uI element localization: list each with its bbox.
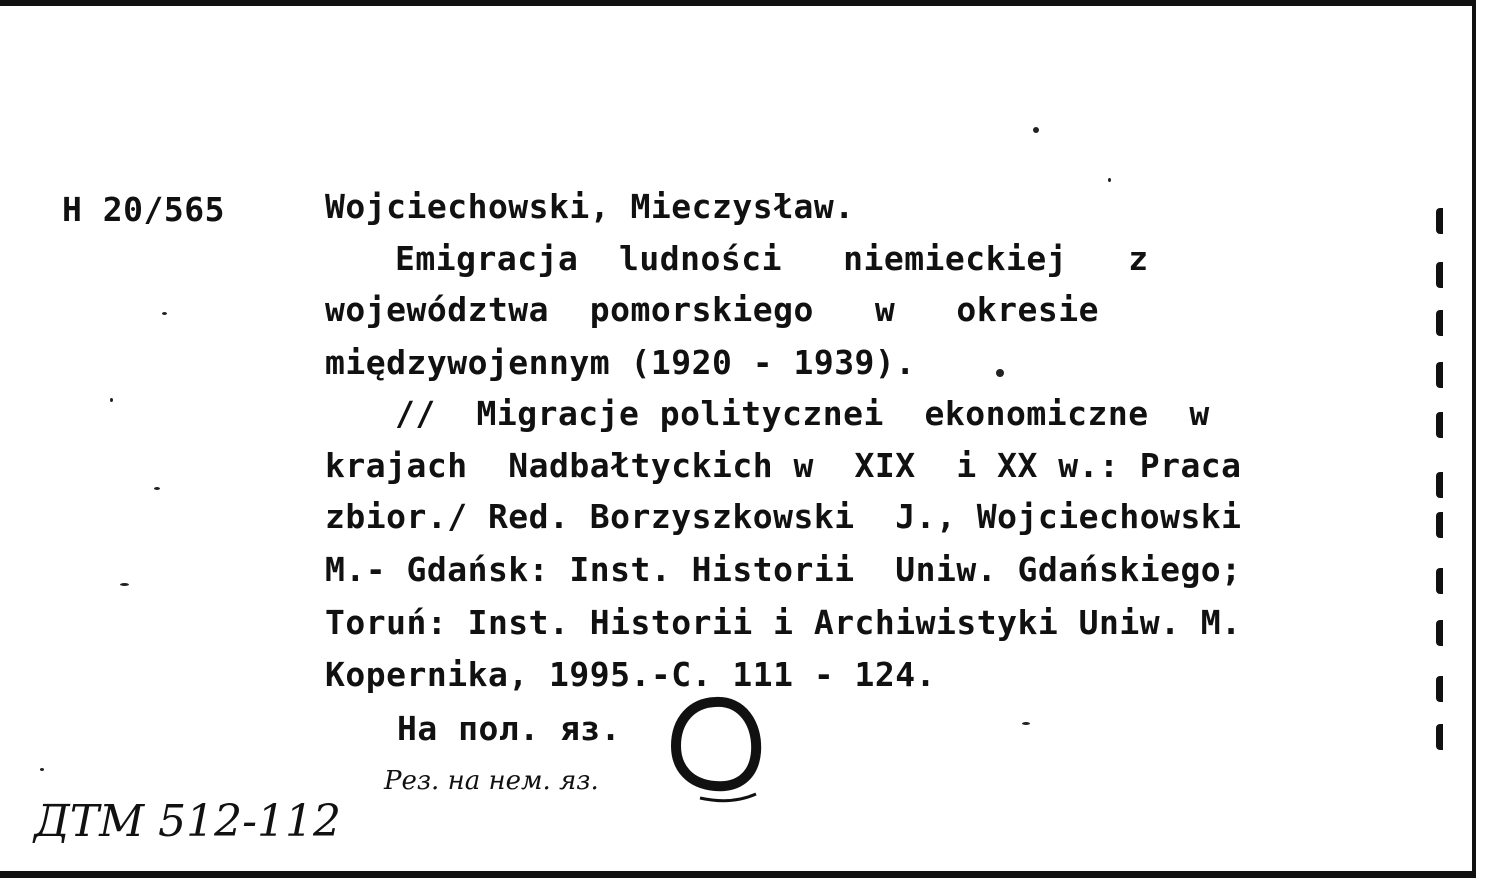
title-line-3: międzywojennym (1920 - 1939).	[325, 343, 916, 382]
title-line-1: Emigracja ludności niemieckiej z	[395, 239, 1149, 278]
source-line-5: Toruń: Inst. Historii i Archiwistyki Uniw. M.	[325, 603, 1242, 642]
author-heading: Wojciechowski, Mieczysław.	[325, 187, 855, 226]
speck	[1033, 127, 1039, 133]
source-line-3: zbior./ Red. Borzyszkowski J., Wojciechowski	[325, 497, 1242, 536]
circle-stamp-icon	[660, 690, 770, 815]
shelf-code: ДТМ 512-112	[34, 796, 341, 847]
speck	[1022, 722, 1030, 725]
call-number: H 20/565	[62, 190, 225, 229]
source-line-1: // Migracje politycznei ekonomiczne w	[395, 394, 1210, 433]
source-line-2: krajach Nadbałtyckich w XIX i XX w.: Praca	[325, 446, 1242, 485]
speck	[110, 398, 113, 402]
speck	[1108, 178, 1111, 182]
card-edge-marks	[1436, 190, 1450, 820]
speck	[996, 369, 1004, 377]
speck	[40, 768, 44, 771]
language-note: На пол. яз.	[397, 709, 622, 748]
title-line-2: województwa pomorskiego w okresie	[325, 290, 1099, 329]
source-line-6: Kopernika, 1995.-C. 111 - 124.	[325, 655, 937, 694]
source-line-4: M.- Gdańsk: Inst. Historii Uniw. Gdańskiego;	[325, 550, 1242, 589]
speck	[120, 583, 129, 586]
speck	[154, 487, 160, 490]
summary-note: Рез. на нем. яз.	[384, 766, 599, 796]
speck	[162, 312, 167, 315]
